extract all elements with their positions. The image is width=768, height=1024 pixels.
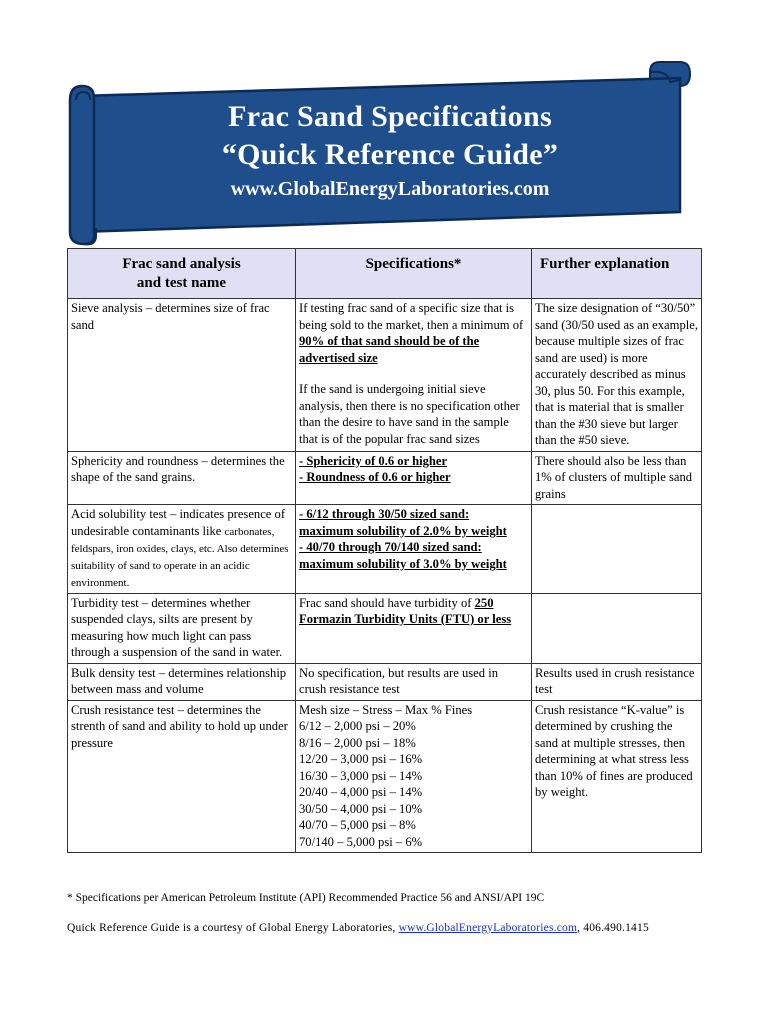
table-row-sphericity <box>68 451 702 505</box>
cell-further: There should also be less than 1% of clusters of multiple sand grains <box>532 451 702 505</box>
cell-test-name: Turbidity test – determines whether suspended clays, silts are present by measuring how much light can pass through a suspension of the sand in water. <box>68 593 296 663</box>
table-row-bulk <box>68 663 702 700</box>
cell-test-name: Crush resistance test – determines the strenth of sand and ability to hold up under pressure <box>68 700 296 853</box>
footnote: * Specifications per American Petroleum Institute (API) Recommended Practice 56 and ANSI/API 19C <box>67 892 545 904</box>
cell-further <box>532 593 702 663</box>
header-specifications: Specifications* <box>296 249 532 299</box>
cell-spec: No specification, but results are used in crush resistance test <box>296 663 532 700</box>
cell-further: The size designation of “30/50” sand (30/50 used as an example, because multiple sizes of frac sand are used) is more accurately described as minus 30, plus 50. For this example, that is material that is smaller than the #30 sieve but larger than the #50 sieve. <box>532 299 702 452</box>
cell-test-name: Sieve analysis – determines size of frac sand <box>68 299 296 452</box>
table-row-sieve <box>68 299 702 452</box>
cell-spec: - 6/12 through 30/50 sized sand: maximum solubility of 2.0% by weight - 40/70 through 70/140 sized sand: maximum solubility of 3.0% by weight <box>296 505 532 594</box>
cell-spec: Mesh size – Stress – Max % Fines 6/12 – 2,000 psi – 20% 8/16 – 2,000 psi – 18% 12/20 – 3,000 psi – 16% 16/30 – 3,000 psi – 14% 20/40 – 4,000 psi – 14% 30/50 – 4,000 psi – 10% 40/70 – 5,000 psi – 8% 70/140 – 5,000 psi – 6% <box>296 700 532 853</box>
cell-spec: If testing frac sand of a specific size that is being sold to the market, then a minimum of 90% of that sand should be of the advertised size If the sand is undergoing initial sieve analysis, then there is no specification other than the desire to have sand in the sample that is of the popular frac sand sizes <box>296 299 532 452</box>
cell-spec: - Sphericity of 0.6 or higher - Roundness of 0.6 or higher <box>296 451 532 505</box>
cell-test-name: Sphericity and roundness – determines the shape of the sand grains. <box>68 451 296 505</box>
header-analysis: Frac sand analysis and test name <box>68 249 296 299</box>
cell-test-name: Acid solubility test – indicates presence of undesirable contaminants like carbonates, feldspars, iron oxides, clays, etc. Also determines suitability of sand to operate in an acidic environment. <box>68 505 296 594</box>
table-header-row <box>68 249 702 299</box>
cell-further: Crush resistance “K-value” is determined by crushing the sand at multiple stresses, then determining at what stress less than 10% of fines are produced by weight. <box>532 700 702 853</box>
cell-further <box>532 505 702 594</box>
table-row-turbidity <box>68 593 702 663</box>
spec-table <box>67 248 702 853</box>
banner-url: www.GlobalEnergyLaboratories.com <box>230 178 550 200</box>
cell-spec: Frac sand should have turbidity of 250 Formazin Turbidity Units (FTU) or less <box>296 593 532 663</box>
cell-test-name: Bulk density test – determines relationship between mass and volume <box>68 663 296 700</box>
website-link[interactable]: www.GlobalEnergyLaboratories.com <box>398 922 578 934</box>
table-row-crush <box>68 700 702 853</box>
table-row-acid <box>68 505 702 594</box>
banner-title: Frac Sand Specifications <box>228 100 552 133</box>
header-further: Further explanation <box>532 249 702 299</box>
banner-subtitle: “Quick Reference Guide” <box>221 138 559 171</box>
courtesy-line: Quick Reference Guide is a courtesy of Global Energy Laboratories, www.GlobalEnergyLaboratories.com, 406.490.1415 <box>67 922 649 934</box>
cell-further: Results used in crush resistance test <box>532 663 702 700</box>
